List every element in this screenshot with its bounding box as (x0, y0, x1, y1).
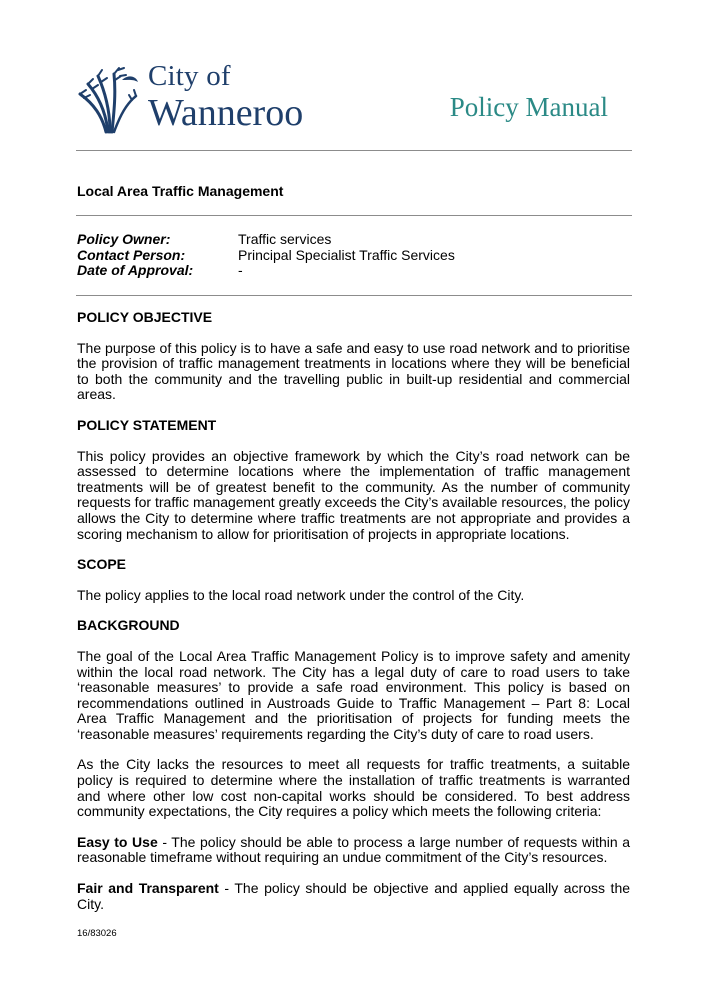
objective-paragraph: The purpose of this policy is to have a safe and easy to use road network and to prioritise the provision of traffic management treatments in locations where they will be beneficial to both the community and the travelling public in built-up residential and commercial areas. (77, 339, 630, 403)
criteria-label: Fair and Transparent (77, 880, 219, 897)
criteria-easy-to-use (77, 835, 630, 866)
section-heading-background: BACKGROUND (77, 617, 180, 634)
document-reference-number: 16/83026 (77, 928, 117, 939)
logo-text-wanneroo: Wanneroo (148, 92, 304, 134)
meta-value: Principal Specialist Traffic Services (238, 246, 455, 263)
meta-value: - (238, 262, 243, 278)
meta-row-contact (77, 248, 455, 264)
meta-label: Date of Approval: (77, 262, 194, 278)
meta-label: Contact Person: (77, 246, 186, 263)
statement-paragraph: This policy provides an objective framework by which the City’s road network can be assessed to determine locations where the implementation of traffic management treatments will be of greatest benefit to the community. As the number of community requests for traffic management greatly exceeds the City’s available resources, the policy allows the City to determine where traffic treatments are not appropriate and provides a scoring mechanism to allow for prioritisation of projects in appropriate locations. (77, 447, 630, 542)
section-heading-scope: SCOPE (77, 556, 127, 573)
background-paragraph-1: The goal of the Local Area Traffic Management Policy is to improve safety and amenity within the local road network. The City has a legal duty of care to road users to take ‘reasonable measures’ to provide a safe road environment. This policy is based on recommendations outlined in Austroads Guide to Traffic Management – Part 8: Local Area Traffic Management and the prioritisation of projects for funding meets the ‘reasonable measures’ requirements regarding the City’s duty of care to road users. (77, 647, 630, 742)
criteria-label: Easy to Use (77, 833, 158, 850)
policy-body (77, 310, 630, 927)
background-paragraph-2: As the City lacks the resources to meet all requests for traffic treatments, a suitable policy is required to determine where the installation of traffic treatments is warranted and where other low cost non-capital works should be considered. To best address community expectations, the City requires a policy which meets the following criteria: (77, 756, 630, 820)
policy-manual-title: Policy Manual (449, 92, 608, 122)
criteria-text: - The policy should be objective and applied equally across the City. (77, 880, 631, 912)
meta-label: Policy Owner: (77, 231, 171, 247)
header-divider (76, 150, 632, 151)
meta-row-owner (77, 232, 455, 248)
policy-title: Local Area Traffic Management (77, 183, 284, 199)
criteria-fair-transparent (77, 881, 630, 912)
wanneroo-plant-logo-icon (76, 64, 142, 134)
meta-row-approval-date (77, 263, 455, 279)
logo-text-city-of: City of (148, 60, 231, 92)
policy-meta-table (77, 232, 455, 279)
criteria-text: - The policy should be able to process a large number of requests within a reasonable timeframe without requiring an undue commitment of the City’s resources. (77, 833, 631, 866)
section-heading-objective: POLICY OBJECTIVE (77, 309, 213, 325)
meta-value: Traffic services (238, 231, 332, 247)
scope-paragraph: The policy applies to the local road network under the control of the City. (77, 586, 525, 603)
meta-divider (76, 295, 632, 296)
title-divider (76, 215, 632, 216)
section-heading-statement: POLICY STATEMENT (77, 416, 217, 433)
